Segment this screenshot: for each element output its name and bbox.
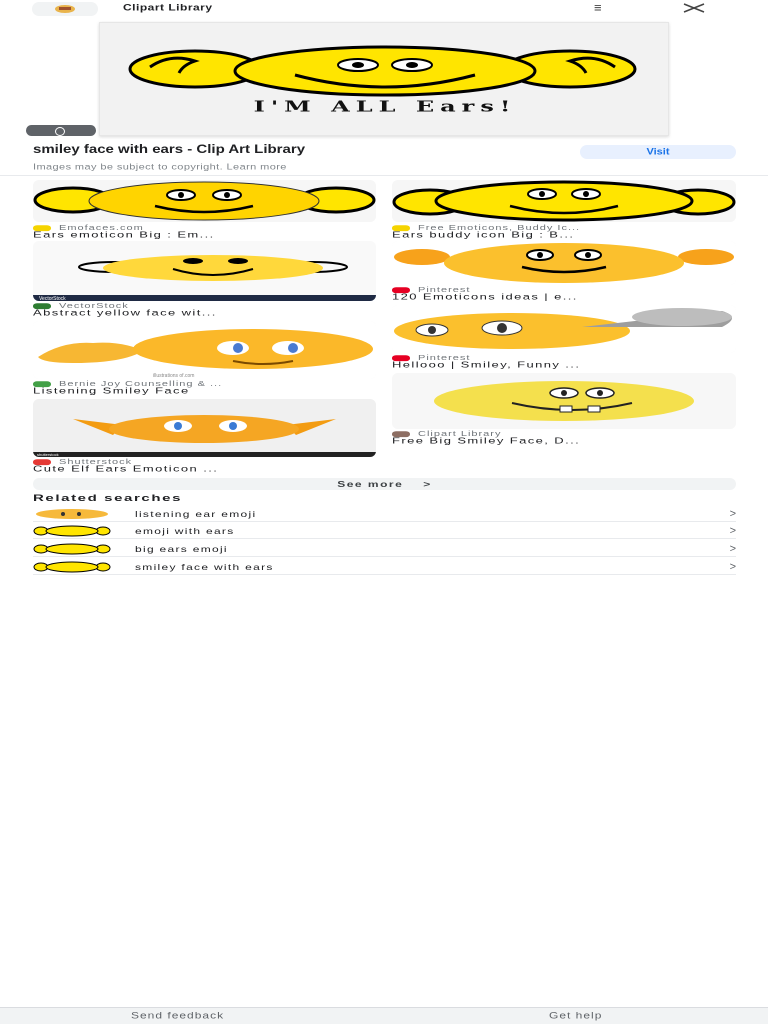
grid-item[interactable] xyxy=(33,180,376,240)
source-name: Bernie Joy Counselling & ... xyxy=(59,380,223,388)
grid-item[interactable] xyxy=(33,321,376,399)
source-name: VectorStock xyxy=(59,302,129,310)
grid-item[interactable] xyxy=(392,241,736,301)
related-search-item[interactable] xyxy=(33,559,736,575)
smiley-with-ears-image xyxy=(100,23,670,137)
site-title: Clipart Library xyxy=(123,2,213,13)
chevron-right-icon: > xyxy=(729,507,736,520)
thumbnail-emofaces xyxy=(33,180,376,222)
thumbnail-vectorstock xyxy=(33,241,376,301)
source-name: Emofaces.com xyxy=(59,224,144,232)
source-name: Free Emoticons, Buddy Ic... xyxy=(418,224,581,232)
image-caption: Cute Elf Ears Emoticon ... xyxy=(33,464,219,474)
related-search-item[interactable] xyxy=(33,506,736,522)
illustration-watermark: illustrations of.com xyxy=(153,373,195,379)
source-name: Pinterest xyxy=(418,354,471,362)
site-favicon xyxy=(32,2,98,16)
grid-item[interactable] xyxy=(392,373,736,449)
see-more-button[interactable]: See more > xyxy=(33,478,736,490)
image-caption: Hellooo | Smiley, Funny ... xyxy=(392,360,581,370)
related-searches-title: Related searches xyxy=(33,493,183,504)
thumbnail-shutterstock xyxy=(33,399,376,457)
shutterstock-watermark: shutterstock xyxy=(37,452,59,457)
favicon-icon xyxy=(35,3,95,15)
image-caption: Abstract yellow face wit... xyxy=(33,308,217,318)
thumbnail-hellooo xyxy=(392,305,736,353)
source-name: Shutterstock xyxy=(59,458,133,466)
thumbnail-big-smiley xyxy=(392,373,736,429)
send-feedback-link[interactable]: Send feedback xyxy=(131,1010,225,1021)
get-help-link[interactable]: Get help xyxy=(549,1010,603,1021)
thumbnail-free-emoticons xyxy=(392,180,736,222)
grid-item[interactable] xyxy=(33,399,376,477)
chevron-right-icon: > xyxy=(729,560,736,573)
related-thumbnail xyxy=(33,543,111,555)
menu-icon[interactable]: ≡ xyxy=(594,0,602,15)
source-name: Clipart Library xyxy=(418,430,502,438)
hero-caption: I'M ALL Ears! xyxy=(253,97,517,115)
related-search-item[interactable] xyxy=(33,523,736,539)
copyright-notice[interactable]: Images may be subject to copyright. Learn more xyxy=(33,163,287,172)
image-caption: Ears buddy icon Big : B... xyxy=(392,230,575,240)
image-caption: 120 Emoticons ideas | e... xyxy=(392,292,578,301)
grid-item[interactable] xyxy=(392,180,736,240)
chevron-right-icon: > xyxy=(729,524,736,537)
related-search-item[interactable] xyxy=(33,541,736,557)
related-search-label: big ears emoji xyxy=(135,543,228,554)
thumbnail-pinterest-emoticons xyxy=(392,241,736,285)
hero-image[interactable] xyxy=(99,22,669,136)
related-search-label: listening ear emoji xyxy=(135,508,257,519)
thumbnail-listening xyxy=(33,321,376,379)
source-name: Pinterest xyxy=(418,286,471,294)
image-caption: Ears emoticon Big : Em... xyxy=(33,230,215,240)
source-avatar-icon[interactable] xyxy=(26,125,96,136)
chevron-right-icon: > xyxy=(423,479,432,489)
related-thumbnail xyxy=(33,508,111,520)
footer xyxy=(0,1007,768,1024)
related-search-label: emoji with ears xyxy=(135,525,235,536)
related-thumbnail xyxy=(33,561,111,573)
related-thumbnail xyxy=(33,525,111,537)
grid-item[interactable] xyxy=(392,305,736,373)
image-caption: Free Big Smiley Face, D... xyxy=(392,436,581,446)
close-icon[interactable] xyxy=(680,1,708,15)
top-bar xyxy=(0,0,768,18)
divider xyxy=(0,175,768,176)
related-search-label: smiley face with ears xyxy=(135,561,274,572)
image-caption: Listening Smiley Face xyxy=(33,386,190,396)
result-title[interactable]: smiley face with ears - Clip Art Library xyxy=(33,142,306,156)
visit-button[interactable]: Visit xyxy=(580,145,736,159)
vectorstock-watermark: VectorStock xyxy=(39,296,66,301)
chevron-right-icon: > xyxy=(729,542,736,555)
grid-item[interactable] xyxy=(33,241,376,321)
